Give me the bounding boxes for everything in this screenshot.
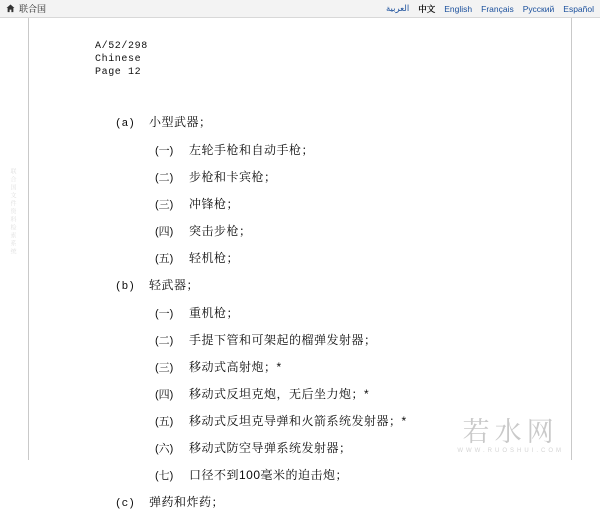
lang-english[interactable]: English xyxy=(444,3,473,14)
item-text: 移动式防空导弹系统发射器； xyxy=(189,441,352,455)
home-label: 联合国 xyxy=(19,4,47,14)
document-header xyxy=(95,40,537,79)
section-marker: (c) xyxy=(115,498,135,510)
item-marker: (二) xyxy=(155,335,174,347)
item-text: 步枪和卡宾枪； xyxy=(189,170,277,184)
list-item xyxy=(155,408,537,435)
item-text: 手提下管和可架起的榴弹发射器； xyxy=(189,333,377,347)
list-item xyxy=(115,109,537,137)
section-title: 弹药和炸药； xyxy=(149,495,225,509)
item-text: 冲锋枪； xyxy=(189,197,240,211)
item-text: 突击步枪； xyxy=(189,224,252,238)
list-item xyxy=(155,300,537,327)
list-item xyxy=(155,435,537,462)
item-marker: (一) xyxy=(155,145,174,157)
browser-toolbar xyxy=(0,0,600,18)
item-text: 左轮手枪和自动手枪； xyxy=(189,143,315,157)
list-item xyxy=(155,381,537,408)
watermark-sub: WWW.RUOSHUI.COM xyxy=(457,448,564,454)
item-text: 口径不到100毫米的迫击炮； xyxy=(189,468,349,482)
item-text: 移动式反坦克导弹和火箭系统发射器；* xyxy=(189,414,407,428)
item-marker: (一) xyxy=(155,308,174,320)
item-marker: (三) xyxy=(155,362,174,374)
document-page xyxy=(28,18,572,510)
list-item xyxy=(155,327,537,354)
item-text: 移动式高射炮；* xyxy=(189,360,282,374)
document-body xyxy=(63,109,537,517)
item-text: 轻机枪； xyxy=(189,251,240,265)
watermark-main: 若水网 xyxy=(462,417,559,447)
item-marker: (四) xyxy=(155,226,174,238)
item-marker: (四) xyxy=(155,389,174,401)
item-marker: (六) xyxy=(155,443,174,455)
item-marker: (三) xyxy=(155,199,174,211)
section-marker: (b) xyxy=(115,281,135,293)
language-switcher xyxy=(386,3,594,15)
list-item xyxy=(155,218,537,245)
lang-spanish[interactable]: Español xyxy=(563,3,594,14)
item-marker: (七) xyxy=(155,470,174,482)
lang-arabic[interactable]: العربية xyxy=(386,3,410,13)
section-marker: (a) xyxy=(115,118,135,130)
side-faint-text: 联合国文件资料检索系统 xyxy=(9,168,15,256)
list-item xyxy=(155,354,537,381)
lang-russian[interactable]: Русский xyxy=(522,3,555,14)
list-item xyxy=(155,164,537,191)
home-icon xyxy=(6,4,15,13)
lang-french[interactable]: Français xyxy=(481,3,514,14)
list-item xyxy=(155,245,537,272)
list-item xyxy=(155,191,537,218)
item-text: 移动式反坦克炮，无后坐力炮；* xyxy=(189,387,370,401)
section-title: 小型武器； xyxy=(149,115,212,129)
list-item xyxy=(115,489,537,517)
section-title: 轻武器； xyxy=(149,278,200,292)
list-item xyxy=(115,272,537,300)
document-symbol: A/52/298 xyxy=(95,41,148,52)
item-marker: (五) xyxy=(155,253,174,265)
item-marker: (二) xyxy=(155,172,174,184)
document-viewer xyxy=(0,18,600,510)
item-text: 重机枪； xyxy=(189,306,240,320)
document-language: Chinese xyxy=(95,54,142,65)
list-item xyxy=(155,137,537,164)
list-item xyxy=(155,462,537,489)
item-marker: (五) xyxy=(155,416,174,428)
document-page-number: Page 12 xyxy=(95,67,142,78)
lang-chinese[interactable]: 中文 xyxy=(418,3,436,14)
site-home-link[interactable] xyxy=(6,2,46,15)
